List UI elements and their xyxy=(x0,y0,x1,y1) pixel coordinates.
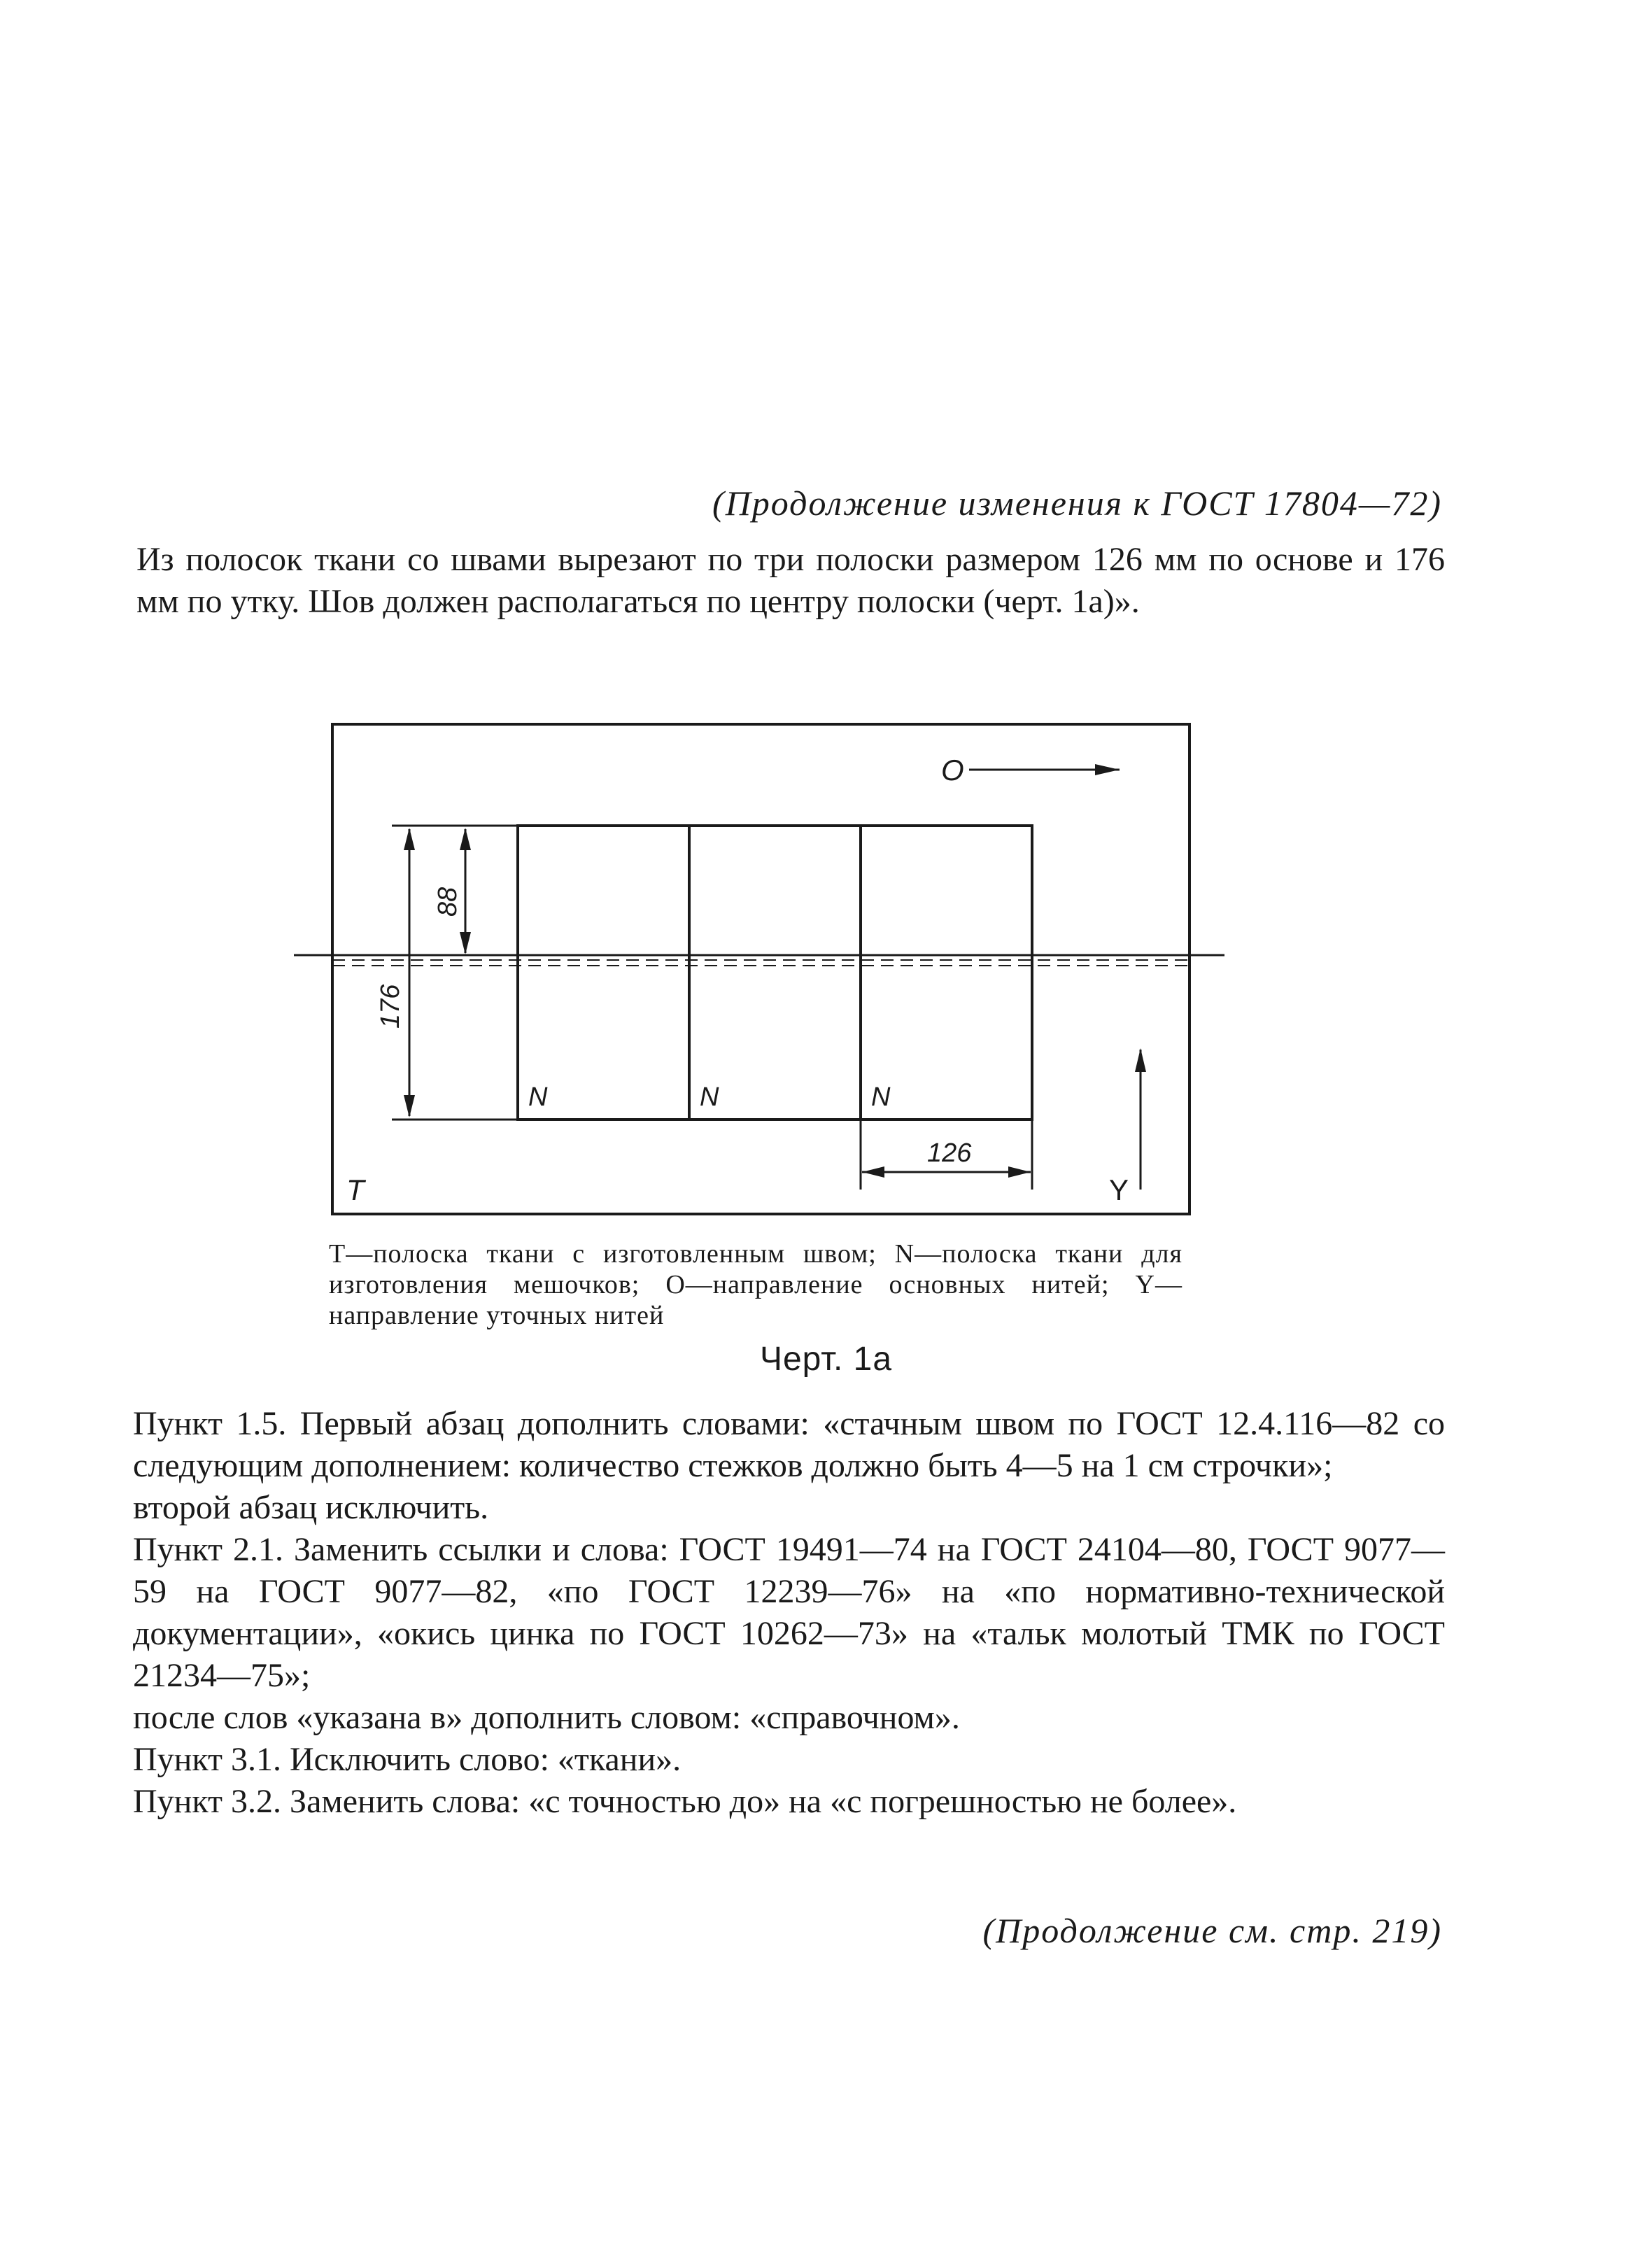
label-o: O xyxy=(941,754,964,786)
intro-paragraph: Из полосок ткани со швами вырезают по три полоски размером 126 мм по основе и 176 мм по утку. Шов должен располагаться по центру полоски (черт. 1а)». xyxy=(136,541,1445,620)
dim-126-arrow-right xyxy=(1008,1166,1031,1178)
paragraph-6: Пункт 3.2. Заменить слова: «с точностью до» на «с погрешностью не более». xyxy=(133,1783,1237,1820)
figure-1a xyxy=(294,714,1224,1225)
label-n-3: N xyxy=(871,1082,891,1112)
dim-88-arrow-top xyxy=(460,828,471,850)
dim-126-arrow-left xyxy=(862,1166,884,1178)
dim-176-arrow-top xyxy=(404,828,415,850)
label-n-2: N xyxy=(700,1082,719,1112)
body-text xyxy=(133,1403,1445,1823)
paragraph-5: Пункт 3.1. Исключить слово: «ткани». xyxy=(133,1741,682,1778)
label-t: T xyxy=(346,1173,365,1206)
dim-176-label: 176 xyxy=(376,984,405,1029)
dim-176-arrow-bottom xyxy=(404,1095,415,1117)
figure-caption: T—полоска ткани с изготовленным швом; N—полоска ткани для изготовления мешочков; O—направление основных нитей; Y—направление уточных нитей xyxy=(329,1239,1182,1330)
dim-88-label: 88 xyxy=(433,887,463,917)
n-strip-3 xyxy=(861,826,1032,1120)
label-y: Y xyxy=(1109,1173,1129,1206)
paragraph-3: Пункт 2.1. Заменить ссылки и слова: ГОСТ 19491—74 на ГОСТ 24104—80, ГОСТ 9077—59 на ГОСТ 9077—82, «по ГОСТ 12239—76» на «по нормативно-технической документации», «окись цинка по ГОСТ 10262—73» на «тальк молотый ТМК по ГОСТ 21234—75»; xyxy=(133,1531,1445,1694)
paragraph-2: второй абзац исключить. xyxy=(133,1489,489,1526)
label-n-1: N xyxy=(528,1082,548,1112)
header-continuation: (Продолжение изменения к ГОСТ 17804—72) xyxy=(712,484,1442,523)
figure-number: Черт. 1а xyxy=(759,1341,893,1378)
paragraph-4: после слов «указана в» дополнить словом: «справочном». xyxy=(133,1699,960,1736)
outer-strip-frame xyxy=(332,724,1189,1214)
o-arrow-head xyxy=(1095,764,1120,775)
figure-drawing xyxy=(294,714,1224,1225)
paragraph-1: Пункт 1.5. Первый абзац дополнить словами: «стачным швом по ГОСТ 12.4.116—82 со следующим дополнением: количество стежков должно быть 4—5 на 1 см строчки»; xyxy=(133,1405,1445,1484)
dim-88-arrow-bottom xyxy=(460,932,471,954)
n-strip-2 xyxy=(689,826,861,1120)
dim-126-label: 126 xyxy=(927,1138,972,1168)
y-arrow-head xyxy=(1135,1048,1146,1072)
n-strip-1 xyxy=(518,826,689,1120)
footer-continuation: (Продолжение см. стр. 219) xyxy=(982,1911,1442,1950)
